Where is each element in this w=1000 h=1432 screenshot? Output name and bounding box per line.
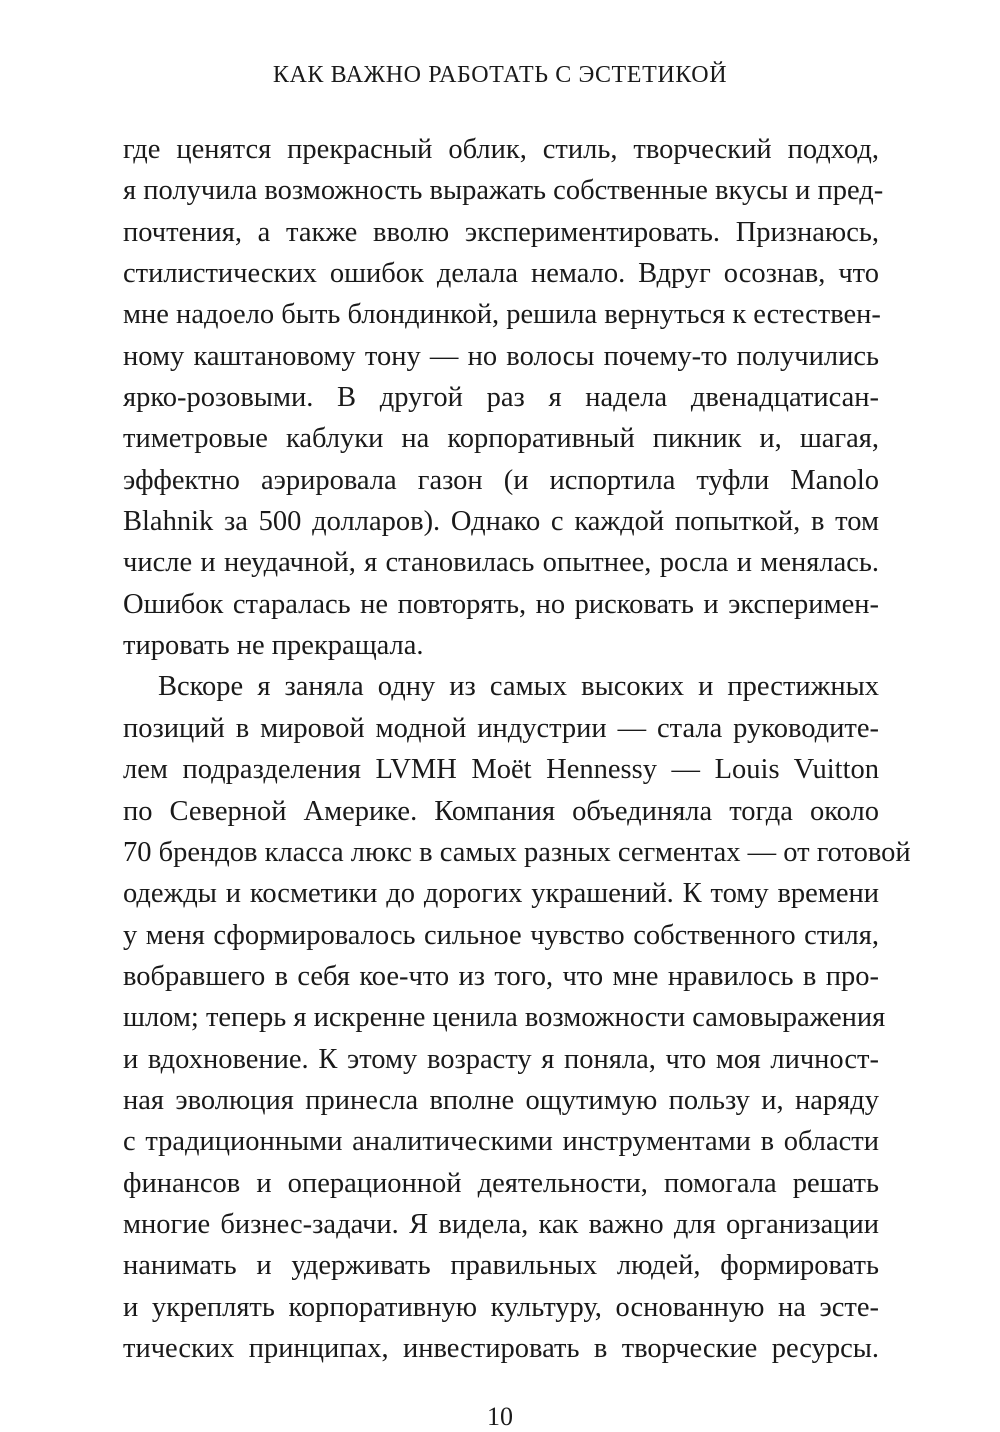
text-line: Вскоре я заняла одну из самых высоких и престижных bbox=[158, 671, 879, 703]
text-line: почтения, а также вволю экспериментировать. Признаюсь, bbox=[123, 216, 879, 248]
text-line: финансов и операционной деятельности, помогала решать bbox=[123, 1167, 879, 1199]
text-line: эффектно аэрировала газон (и испортила туфли Manolo bbox=[123, 464, 879, 496]
text-line: тических принципах, инвестировать в творческие ресурсы. bbox=[123, 1332, 879, 1364]
text-line: у меня сформировалось сильное чувство собственного стиля, bbox=[123, 919, 879, 951]
text-line: стилистических ошибок делала немало. Вдруг осознав, что bbox=[123, 258, 879, 290]
text-line: шлом; теперь я искренне ценила возможности самовыражения bbox=[123, 1002, 886, 1034]
text-line: Ошибок старалась не повторять, но рисковать и эксперимен- bbox=[123, 588, 879, 620]
text-line: одежды и косметики до дорогих украшений. К тому времени bbox=[123, 878, 879, 910]
text-line: где ценятся прекрасный облик, стиль, творческий подход, bbox=[123, 134, 879, 165]
text-line: лем подразделения LVMH Moët Hennessy — Louis Vuitton bbox=[123, 754, 879, 786]
text-line: числе и неудачной, я становилась опытнее, росла и менялась. bbox=[123, 547, 879, 579]
text-line: ярко-розовыми. В другой раз я надела двенадцатисан- bbox=[123, 382, 879, 414]
text-line: позиций в мировой модной индустрии — стала руководите- bbox=[123, 712, 879, 744]
text-line: Blahnik за 500 долларов). Однако с каждой попыткой, в том bbox=[123, 506, 879, 538]
text-line: нанимать и удерживать правильных людей, формировать bbox=[123, 1250, 879, 1282]
running-head: КАК ВАЖНО РАБОТАТЬ С ЭСТЕТИКОЙ bbox=[272, 62, 728, 88]
text-line: по Северной Америке. Компания объединяла тогда около bbox=[123, 795, 879, 827]
text-line: ному каштановому тону — но волосы почему-то получились bbox=[123, 340, 879, 372]
text-line: с традиционными аналитическими инструментами в области bbox=[123, 1126, 879, 1158]
text-line: вобравшего в себя кое-что из того, что мне нравилось в про- bbox=[123, 960, 879, 992]
text-line: и укреплять корпоративную культуру, основанную на эсте- bbox=[123, 1291, 879, 1323]
text-line: ная эволюция принесла вполне ощутимую пользу и, наряду bbox=[123, 1084, 879, 1116]
text-line: 70 брендов класса люкс в самых разных сегментах — от готовой bbox=[123, 836, 911, 868]
body-text bbox=[123, 129, 911, 1369]
text-line: мне надоело быть блондинкой, решила вернуться к естествен- bbox=[123, 299, 881, 331]
text-line: многие бизнес-задачи. Я видела, как важно для организации bbox=[123, 1208, 879, 1240]
text-line: я получила возможность выражать собственные вкусы и пред- bbox=[123, 175, 884, 207]
text-line: и вдохновение. К этому возрасту я поняла, что моя личност- bbox=[123, 1043, 879, 1075]
page-number: 10 bbox=[487, 1402, 513, 1431]
text-line: тиметровые каблуки на корпоративный пикник и, шагая, bbox=[123, 423, 879, 455]
text-line: тировать не прекращала. bbox=[123, 630, 424, 662]
